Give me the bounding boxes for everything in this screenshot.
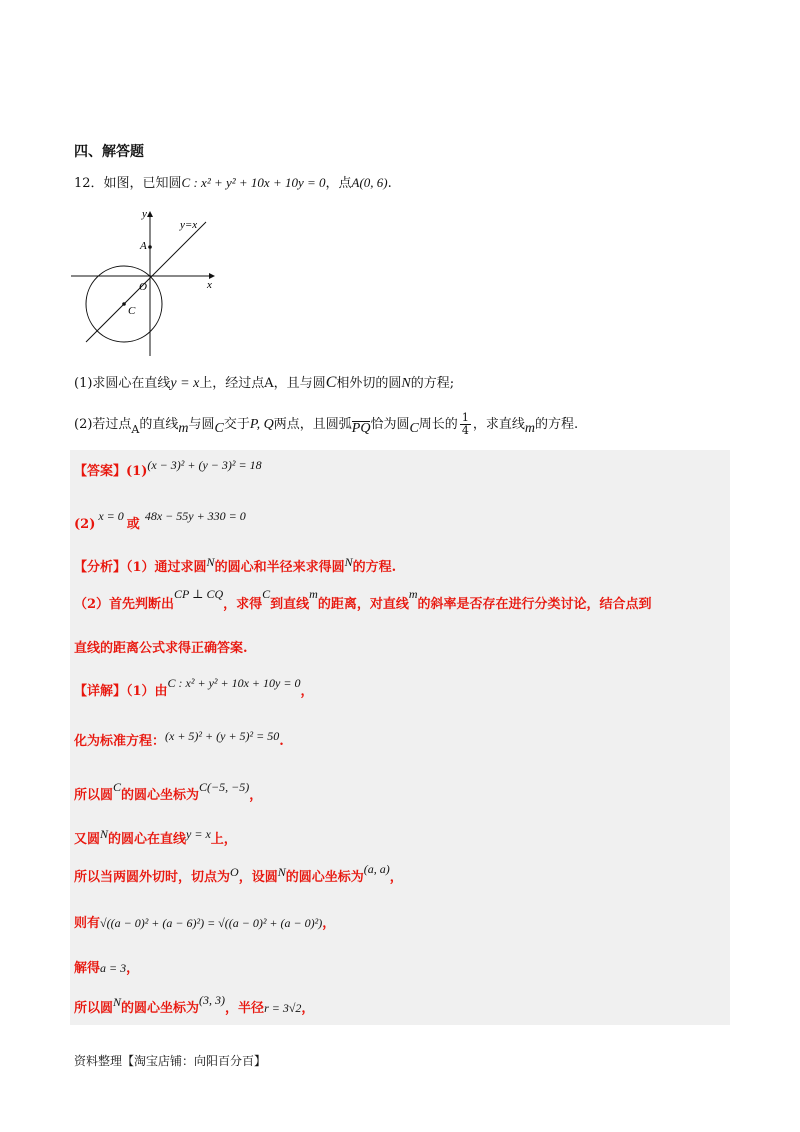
detail-line-2: [74, 730, 284, 749]
p2-text-6: 恰为圆: [370, 417, 410, 432]
p2-text-4: 交于: [223, 417, 250, 432]
answer-label-2: (2): [74, 517, 96, 532]
p1-math-1: y = x: [170, 376, 200, 391]
part-2: [74, 412, 578, 437]
detail-text-11: 所以当两圆外切时，切点为: [74, 870, 231, 885]
answer-eq-2a: x = 0: [98, 509, 124, 523]
part-1: [74, 372, 454, 392]
analysis-text-1: 【分析】（1）通过求圆: [74, 560, 207, 575]
detail-line-8: [74, 993, 315, 1016]
detail-text-17: 解得: [74, 961, 101, 976]
p2-math-2: m: [178, 421, 189, 436]
origin-label: O: [139, 281, 147, 293]
coordinate-figure: [66, 204, 226, 364]
detail-math-10: √((a − 0)² + (a − 6)²) = √((a − 0)² + (a − 0)²): [100, 916, 323, 930]
analysis-math-2: N: [344, 555, 353, 569]
detail-text-7: ，: [249, 788, 263, 803]
point-c-label: C: [128, 305, 136, 317]
detail-text-10: 上，: [210, 832, 237, 847]
p1-text-2: 上，经过点A，且与圆: [199, 376, 326, 391]
detail-text-19: 所以圆: [74, 1001, 114, 1016]
p2-text-5: 两点，且圆弧: [273, 417, 352, 432]
analysis-math-5: m: [309, 587, 318, 601]
analysis-math-4: C: [262, 587, 271, 601]
point-a-label: A: [140, 240, 147, 252]
footer-source: 资料整理【淘宝店铺：向阳百分百】: [74, 1054, 267, 1068]
detail-math-13: (3, 3): [199, 993, 226, 1007]
p1-text-1: (1)求圆心在直线: [74, 376, 171, 391]
detail-text-8: 又圆: [74, 832, 101, 847]
circle-equation: C : x² + y² + 10x + 10y = 0: [181, 175, 326, 190]
p2-text-9: 的方程.: [534, 417, 579, 432]
analysis-math-1: N: [206, 555, 215, 569]
p2-math-3: C: [214, 421, 224, 436]
detail-text-9: 的圆心在直线: [108, 832, 187, 847]
detail-text-18: ，: [126, 961, 140, 976]
p2-text-7: 周长的: [418, 417, 458, 432]
question-12-line: [74, 172, 392, 191]
detail-text-14: ，: [389, 870, 403, 885]
analysis-line-1: [74, 556, 396, 575]
analysis-text-4: （2）首先判断出: [74, 597, 175, 612]
detail-text-21: ，半径: [225, 1001, 265, 1016]
p2-text-8: ，求直线: [472, 417, 525, 432]
section-title: 四、解答题: [74, 144, 144, 160]
analysis-text-6: 到直线: [270, 597, 310, 612]
detail-line-1: [74, 676, 314, 699]
detail-text-1: 【详解】（1）由: [74, 684, 168, 699]
analysis-line-2: [74, 587, 652, 612]
answer-line-2: [74, 505, 246, 532]
detail-text-6: 的圆心坐标为: [121, 788, 200, 803]
answer-line-1: [74, 460, 262, 479]
q12-end: .: [387, 176, 392, 191]
detail-math-11: a = 3: [100, 961, 127, 975]
answer-eq-2b: 48x − 55y + 330 = 0: [144, 509, 246, 523]
frac-denominator: 4: [461, 424, 469, 437]
p2-math-7: m: [524, 421, 535, 436]
analysis-math-6: m: [408, 587, 418, 601]
detail-text-16: ，: [322, 916, 336, 931]
detail-math-2: (x + 5)² + (y + 5)² = 50: [165, 729, 280, 743]
detail-text-2: ，: [300, 684, 314, 699]
detail-text-12: ，设圆: [238, 870, 278, 885]
p1-math-2: C: [325, 374, 337, 391]
detail-math-14: r = 3√2: [264, 1001, 302, 1015]
p2-math-1: A: [131, 423, 140, 436]
detail-math-1: C : x² + y² + 10x + 10y = 0: [167, 676, 301, 690]
q12-prefix: 12．如图，已知圆: [74, 176, 182, 191]
p1-text-3: 相外切的圆: [336, 376, 402, 391]
detail-text-20: 的圆心坐标为: [121, 1001, 200, 1016]
detail-line-3: [74, 780, 263, 803]
detail-math-3: C: [113, 780, 122, 794]
analysis-text-5: ，求得: [223, 597, 263, 612]
y-axis-label: y: [142, 208, 147, 220]
p2-math-arc: PQ: [351, 421, 371, 436]
p2-text-3: 与圆: [188, 417, 215, 432]
detail-math-4: C(−5, −5): [199, 780, 250, 794]
p1-math-3: N: [401, 376, 411, 391]
answer-label: 【答案】(1): [74, 464, 148, 479]
analysis-text-2: 的圆心和半径来求得圆: [214, 560, 345, 575]
p2-math-4: P, Q: [249, 417, 274, 432]
point-a-coord: A(0, 6): [351, 175, 388, 190]
detail-line-6: [74, 912, 335, 931]
detail-line-7: [74, 957, 139, 976]
analysis-text-7: 的距离，对直线: [317, 597, 409, 612]
detail-math-6: y = x: [186, 827, 211, 841]
analysis-text-3: 的方程.: [352, 560, 397, 575]
analysis-text-8: 的斜率是否存在进行分类讨论，结合点到: [417, 597, 652, 612]
detail-text-13: 的圆心坐标为: [285, 870, 364, 885]
detail-math-8: N: [277, 865, 286, 879]
detail-math-7: O: [230, 865, 239, 879]
analysis-math-3: CP ⊥ CQ: [174, 587, 224, 601]
x-axis-label: x: [207, 279, 212, 291]
answer-or: 或: [126, 517, 140, 532]
p2-text-1: (2)若过点: [74, 417, 132, 432]
detail-text-3: 化为标准方程：: [74, 734, 166, 749]
analysis-line-3: 直线的距离公式求得正确答案.: [74, 641, 248, 656]
detail-text-22: ，: [301, 1001, 315, 1016]
point-c-dot: [122, 302, 126, 306]
detail-math-12: N: [113, 995, 122, 1009]
detail-line-5: [74, 862, 403, 885]
detail-text-4: .: [279, 734, 284, 749]
p2-text-2: 的直线: [139, 417, 179, 432]
p1-text-4: 的方程;: [410, 376, 455, 391]
fraction-one-quarter: [460, 412, 471, 437]
point-a-dot: [148, 245, 152, 249]
detail-math-5: N: [100, 827, 109, 841]
frac-numerator: 1: [461, 411, 469, 424]
detail-line-4: [74, 828, 237, 847]
answer-eq-1: (x − 3)² + (y − 3)² = 18: [147, 458, 262, 472]
p2-math-6: C: [409, 421, 419, 436]
detail-math-9: (a, a): [363, 862, 390, 876]
line-label: y=x: [180, 219, 198, 231]
q12-mid: ，点: [325, 176, 352, 191]
detail-text-5: 所以圆: [74, 788, 114, 803]
detail-text-15: 则有: [74, 916, 101, 931]
